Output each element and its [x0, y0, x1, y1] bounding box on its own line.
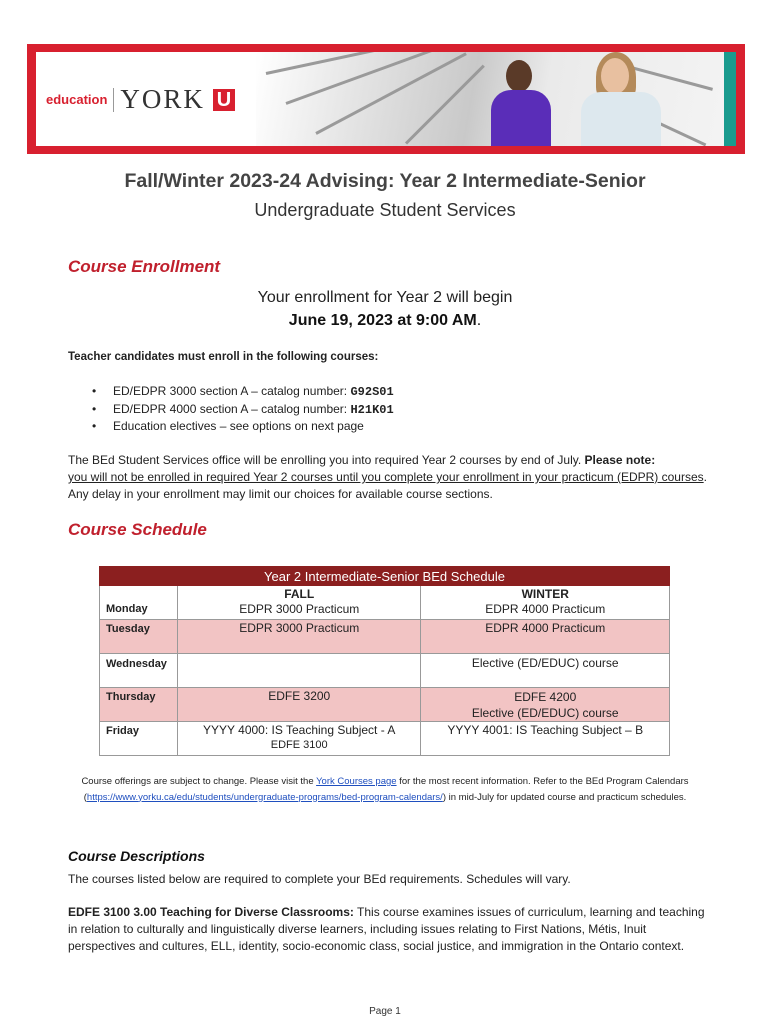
logo-u-mark: U: [213, 89, 235, 111]
catalog-number: H21K01: [350, 402, 394, 417]
day-cell: Thursday: [100, 688, 178, 722]
winter-course: EDFE 4200: [514, 690, 577, 704]
schedule-table: [99, 566, 670, 756]
winter-course: YYYY 4001: IS Teaching Subject – B: [421, 722, 670, 756]
day-cell: Tuesday: [100, 620, 178, 654]
student-photo-2: [561, 52, 671, 146]
enrollment-begin-text: Your enrollment for Year 2 will begin: [257, 289, 513, 306]
fall-course-extra: EDFE 3100: [270, 739, 328, 751]
winter-cell: [421, 688, 670, 722]
fall-course: EDPR 3000 Practicum: [177, 620, 421, 654]
list-item: [92, 401, 394, 419]
fall-cell: [177, 722, 421, 756]
fall-course: [177, 654, 421, 688]
footnote-text-2: for the most recent information. Refer to the BEd Program Calendars (: [83, 776, 689, 803]
page-number: Page 1: [369, 1006, 401, 1017]
logo-education-text: education: [46, 92, 108, 107]
enrollment-date-line: [0, 312, 770, 330]
header-banner: [27, 44, 745, 154]
course-description-text: This course examines issues of curriculum, learning and teaching in relation to culturally and linguistically diverse learners, including issues relating to First Nations, Métis, Inuit perspectives and cultures, ELL, identity, socio-economic class, social justice, and immigration in the Ontario context.: [68, 905, 705, 953]
descriptions-intro: The courses listed below are required to complete your BEd requirements. Schedules will vary.: [68, 872, 571, 886]
bullet-text: Education electives – see options on next page: [113, 419, 364, 433]
required-courses-list: [92, 383, 394, 435]
course-schedule-heading: Course Schedule: [68, 520, 207, 539]
program-calendars-link[interactable]: https://www.yorku.ca/edu/students/undergraduate-programs/bed-program-calendars/: [86, 791, 443, 803]
winter-course: EDPR 4000 Practicum: [421, 620, 670, 654]
note-underlined-text: you will not be enrolled in required Year 2 courses until you complete your enrollment in your practicum (EDPR) courses: [68, 470, 704, 484]
table-row: [100, 722, 670, 756]
footnote-text-3: ) in mid-July for updated course and practicum schedules.: [442, 791, 687, 803]
logo-york-text: YORK: [120, 84, 205, 114]
schedule-footnote: [72, 774, 698, 805]
document-title: Fall/Winter 2023-24 Advising: Year 2 Intermediate-Senior: [124, 170, 646, 192]
catalog-number: G92S01: [350, 385, 394, 399]
fall-course: EDFE 3200: [177, 688, 421, 722]
york-education-logo: [46, 84, 235, 115]
enrollment-date-suffix: .: [476, 312, 482, 329]
course-enrollment-heading: Course Enrollment: [68, 257, 221, 276]
fall-cell: [177, 586, 421, 620]
day-cell: Monday: [100, 586, 178, 620]
student-photo-1: [486, 60, 556, 146]
table-row: [100, 620, 670, 654]
fall-course: YYYY 4000: IS Teaching Subject - A: [203, 723, 396, 737]
list-item: [92, 418, 394, 435]
winter-elective: Elective (ED/EDUC) course: [471, 706, 619, 720]
fall-course: EDPR 3000 Practicum: [239, 602, 360, 616]
banner-inner: [36, 52, 736, 146]
course-descriptions-heading: Course Descriptions: [68, 848, 205, 864]
table-row: [100, 654, 670, 688]
edfe-3100-description: [68, 904, 708, 955]
list-item: [92, 383, 394, 401]
banner-accent-strip: [724, 52, 736, 146]
table-row: [100, 586, 670, 620]
banner-photo: [256, 52, 736, 146]
footnote-text-1: Course offerings are subject to change. Please visit the: [81, 776, 317, 787]
day-cell: Wednesday: [100, 654, 178, 688]
note-label: Please note:: [584, 453, 656, 467]
enroll-intro: Teacher candidates must enroll in the following courses:: [68, 351, 379, 363]
note-text-end: . Any delay in your enrollment may limit our choices for available course sections.: [68, 470, 707, 501]
winter-course: EDPR 4000 Practicum: [485, 602, 606, 616]
york-courses-link[interactable]: York Courses page: [316, 776, 397, 787]
fall-header: FALL: [284, 587, 315, 601]
enrollment-note-paragraph: [68, 452, 708, 503]
logo-divider: [113, 88, 114, 112]
schedule-caption: Year 2 Intermediate-Senior BEd Schedule: [100, 567, 670, 586]
table-row: [100, 688, 670, 722]
course-title: EDFE 3100 3.00 Teaching for Diverse Classrooms:: [68, 905, 354, 919]
bullet-text: ED/EDPR 4000 section A – catalog number:: [113, 401, 351, 416]
bullet-text: ED/EDPR 3000 section A – catalog number:: [113, 384, 351, 398]
note-text-start: The BEd Student Services office will be enrolling you into required Year 2 courses by end of July.: [68, 453, 585, 467]
day-cell: Friday: [100, 722, 178, 756]
winter-header: WINTER: [521, 587, 569, 601]
winter-cell: [421, 586, 670, 620]
winter-course: Elective (ED/EDUC) course: [421, 654, 670, 688]
document-subtitle: Undergraduate Student Services: [254, 200, 516, 220]
enrollment-date: June 19, 2023 at 9:00 AM: [288, 312, 477, 329]
